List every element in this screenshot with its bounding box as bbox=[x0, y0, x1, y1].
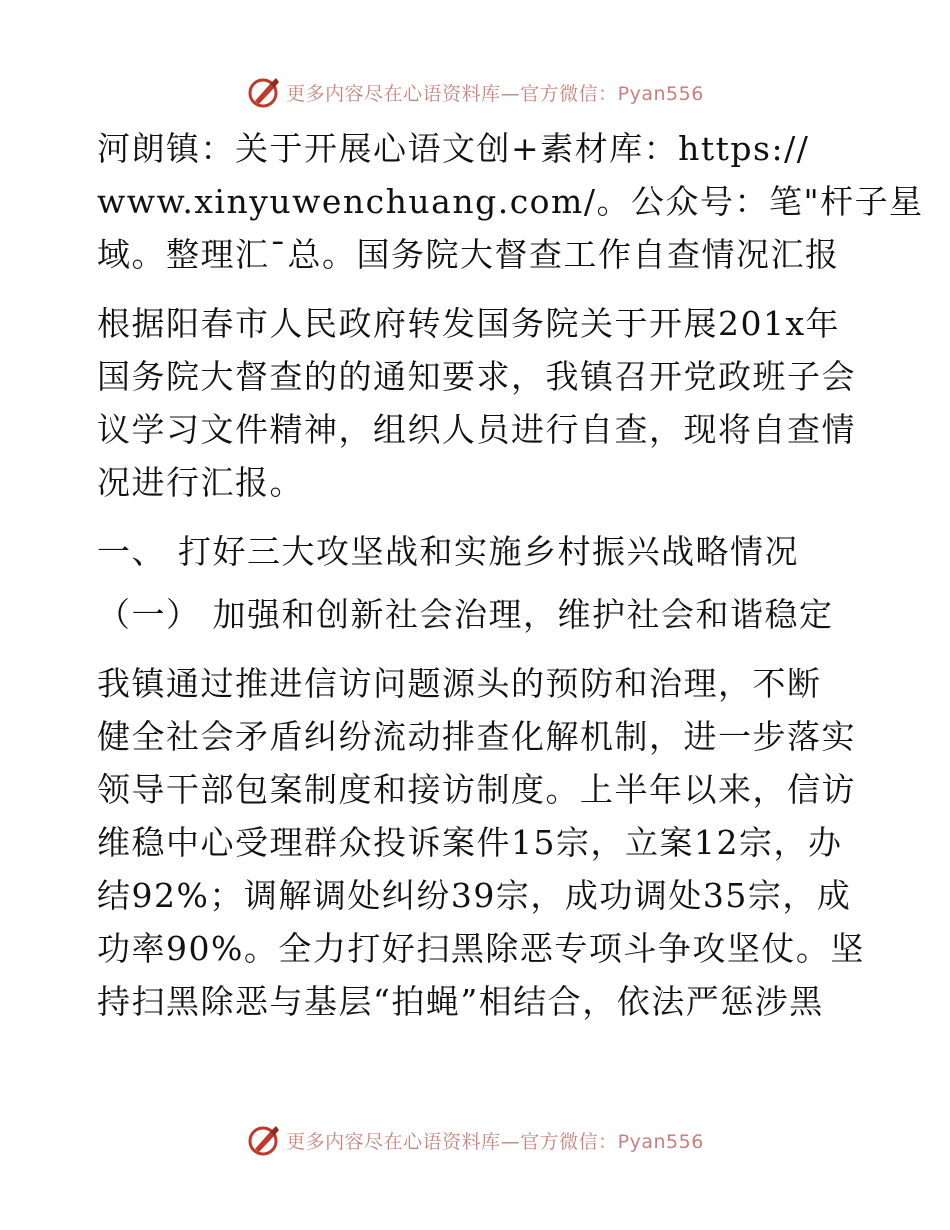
text-line: 河朗镇：关于开展心语文创+素材库：https:// bbox=[97, 129, 810, 168]
intro-paragraph bbox=[97, 122, 924, 281]
watermark-suffix: 官方微信：Pyan556 bbox=[520, 82, 704, 105]
watermark-text bbox=[286, 79, 704, 106]
watermark-main: 更多内容尽在心语资料库 bbox=[286, 82, 501, 105]
section-heading-2: （一） 加强和创新社会治理，维护社会和谐稳定 bbox=[97, 595, 834, 634]
text-line: 功率90%。全力打好扫黑除恶专项斗争攻坚仗。坚 bbox=[97, 929, 865, 968]
text-line: 国务院大督查的的通知要求，我镇召开党政班子会 bbox=[97, 357, 856, 396]
paragraph-1 bbox=[97, 297, 857, 509]
text-line: 持扫黑除恶与基层“拍蝇”相结合，依法严惩涉黑 bbox=[97, 982, 824, 1021]
text-line: 健全社会矛盾纠纷流动排查化解机制，进一步落实 bbox=[97, 717, 856, 756]
text-line: 议学习文件精神，组织人员进行自查，现将自查情 bbox=[97, 410, 856, 449]
pen-logo-icon bbox=[246, 74, 282, 110]
pen-logo-icon bbox=[246, 1122, 282, 1158]
text-line: 况进行汇报。 bbox=[97, 463, 304, 502]
watermark-text bbox=[286, 1127, 704, 1154]
text-line: www.xinyuwenchuang.com/。公众号：笔"杆子星 bbox=[97, 182, 924, 221]
paragraph-2 bbox=[97, 657, 865, 1028]
watermark-separator: — bbox=[500, 1130, 521, 1153]
section-heading-1: 一、 打好三大攻坚战和实施乡村振兴战略情况 bbox=[97, 532, 799, 571]
watermark-footer bbox=[0, 1120, 950, 1160]
text-line: 结92%；调解调处纠纷39宗，成功调处35宗，成 bbox=[97, 876, 852, 915]
text-line: 领导干部包案制度和接访制度。上半年以来，信访 bbox=[97, 770, 856, 809]
text-line: 根据阳春市人民政府转发国务院关于开展201x年 bbox=[97, 304, 841, 343]
text-line: 域。整理汇¯总。国务院大督查工作自查情况汇报 bbox=[97, 235, 840, 274]
watermark-suffix: 官方微信：Pyan556 bbox=[520, 1130, 704, 1153]
watermark-main: 更多内容尽在心语资料库 bbox=[286, 1130, 501, 1153]
text-line: 维稳中心受理群众投诉案件15宗，立案12宗，办 bbox=[97, 823, 843, 862]
watermark-separator: — bbox=[500, 82, 521, 105]
text-line: 我镇通过推进信访问题源头的预防和治理，不断 bbox=[97, 664, 822, 703]
watermark-header bbox=[0, 72, 950, 112]
document-body bbox=[97, 122, 924, 1028]
